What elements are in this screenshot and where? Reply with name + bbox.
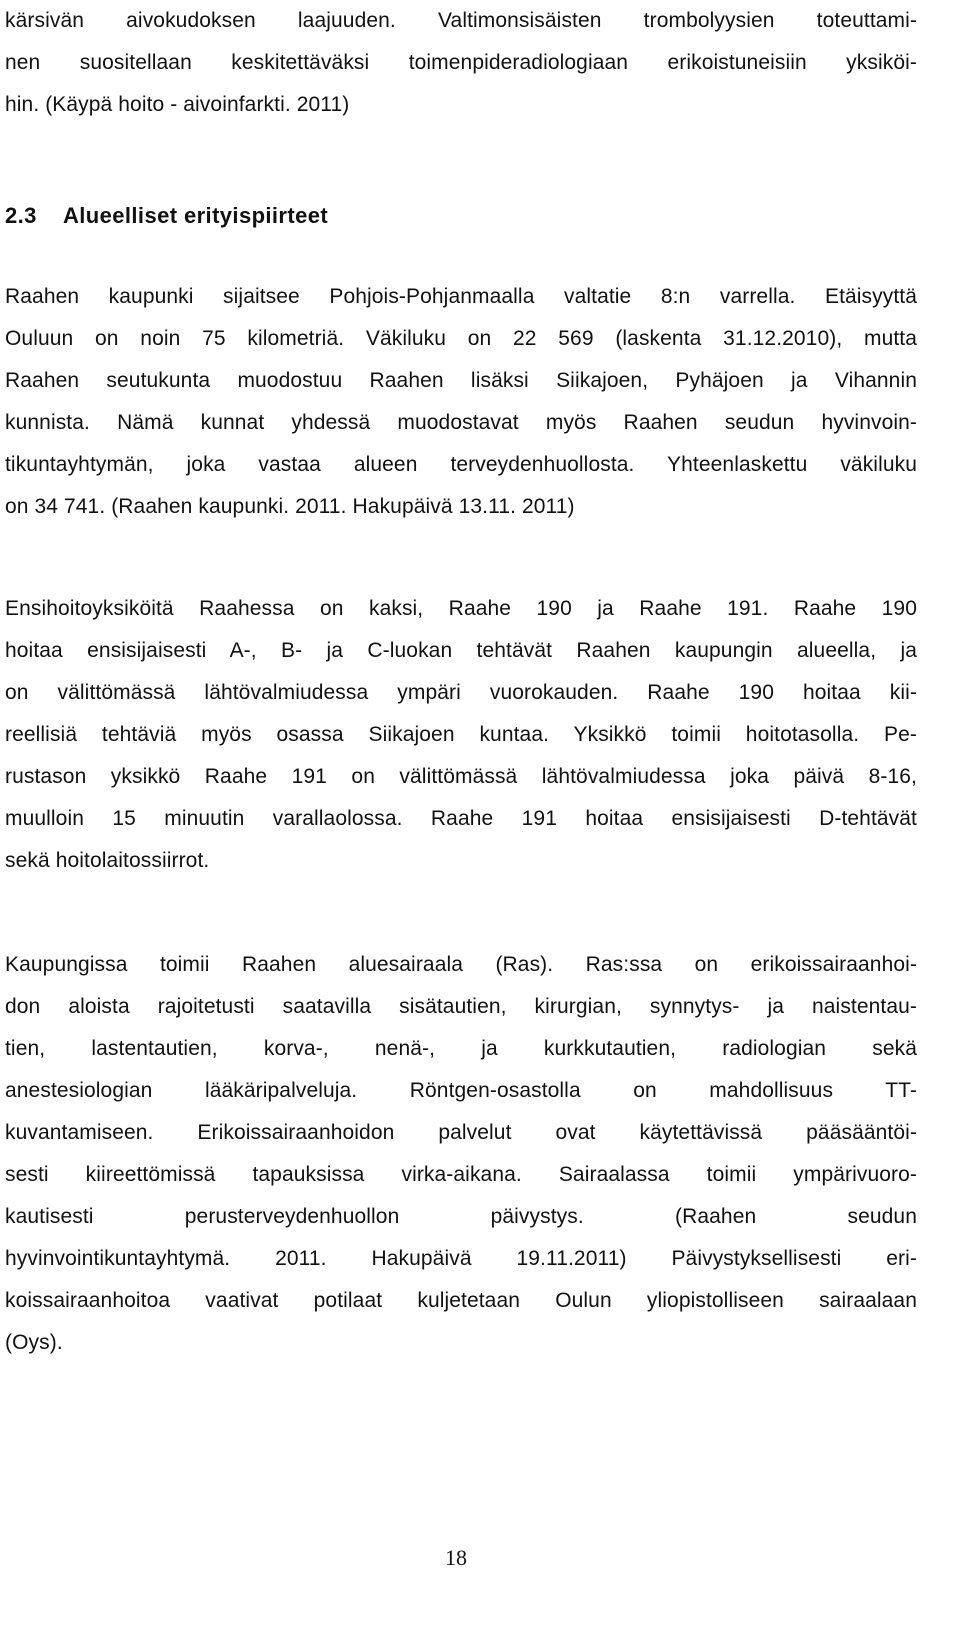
text-line: don aloista rajoitetusti saatavilla sisätautien, kirurgian, synnytys- ja naistentau- [5,995,917,1018]
paragraph-location [5,276,917,528]
page-number: 18 [445,1545,467,1570]
text-line: tikuntayhtymän, joka vastaa alueen terveydenhuollosta. Yhteenlaskettu väkiluku [5,453,917,476]
text-line: reellisiä tehtäviä myös osassa Siikajoen kuntaa. Yksikkö toimii hoitotasolla. Pe- [5,723,917,746]
text-line: tien, lastentautien, korva-, nenä-, ja kurkkutautien, radiologian sekä [5,1037,917,1060]
text-line: hin. (Käypä hoito - aivoinfarkti. 2011) [5,93,350,116]
text-line: Raahen kaupunki sijaitsee Pohjois-Pohjanmaalla valtatie 8:n varrella. Etäisyyttä [5,285,917,308]
paragraph-ambulance-units [5,588,917,882]
text-line: kautisesti perusterveydenhuollon päivystys. (Raahen seudun [5,1205,917,1228]
text-line: Ensihoitoyksiköitä Raahessa on kaksi, Raahe 190 ja Raahe 191. Raahe 190 [5,597,917,620]
text-line: sekä hoitolaitossiirrot. [5,849,210,872]
text-line: hoitaa ensisijaisesti A-, B- ja C-luokan tehtävät Raahen kaupungin alueella, ja [5,639,917,662]
paragraph-hospital [5,944,917,1364]
text-line: sesti kiireettömissä tapauksissa virka-aikana. Sairaalassa toimii ympärivuoro- [5,1163,917,1186]
text-line: kuvantamiseen. Erikoissairaanhoidon palvelut ovat käytettävissä pääsääntöi- [5,1121,917,1144]
text-line: Kaupungissa toimii Raahen aluesairaala (Ras). Ras:ssa on erikoissairaanhoi- [5,953,917,976]
text-line: kunnista. Nämä kunnat yhdessä muodostavat myös Raahen seudun hyvinvoin- [5,411,917,434]
text-line: on 34 741. (Raahen kaupunki. 2011. Hakupäivä 13.11. 2011) [5,495,575,518]
text-line: Raahen seutukunta muodostuu Raahen lisäksi Siikajoen, Pyhäjoen ja Vihannin [5,369,917,392]
text-line: on välittömässä lähtövalmiudessa ympäri vuorokauden. Raahe 190 hoitaa kii- [5,681,917,704]
text-line: hyvinvointikuntayhtymä. 2011. Hakupäivä 19.11.2011) Päivystyksellisesti eri- [5,1247,917,1270]
text-line: muulloin 15 minuutin varallaolossa. Raahe 191 hoitaa ensisijaisesti D-tehtävät [5,807,917,830]
text-line: anestesiologian lääkäripalveluja. Röntgen-osastolla on mahdollisuus TT- [5,1079,917,1102]
text-line: Ouluun on noin 75 kilometriä. Väkiluku on 22 569 (laskenta 31.12.2010), mutta [5,327,917,350]
intro-paragraph [5,0,917,126]
section-title: Alueelliset erityispiirteet [63,203,329,228]
section-heading [5,196,328,236]
text-line: koissairaanhoitoa vaativat potilaat kuljetetaan Oulun yliopistolliseen sairaalaan [5,1289,917,1312]
text-line: kärsivän aivokudoksen laajuuden. Valtimonsisäisten trombolyysien toteuttami- [5,9,917,32]
text-line: nen suositellaan keskitettäväksi toimenpideradiologiaan erikoistuneisiin yksiköi- [5,51,917,74]
text-line: (Oys). [5,1331,63,1354]
text-line: rustason yksikkö Raahe 191 on välittömässä lähtövalmiudessa joka päivä 8-16, [5,765,917,788]
section-number: 2.3 [5,203,37,228]
